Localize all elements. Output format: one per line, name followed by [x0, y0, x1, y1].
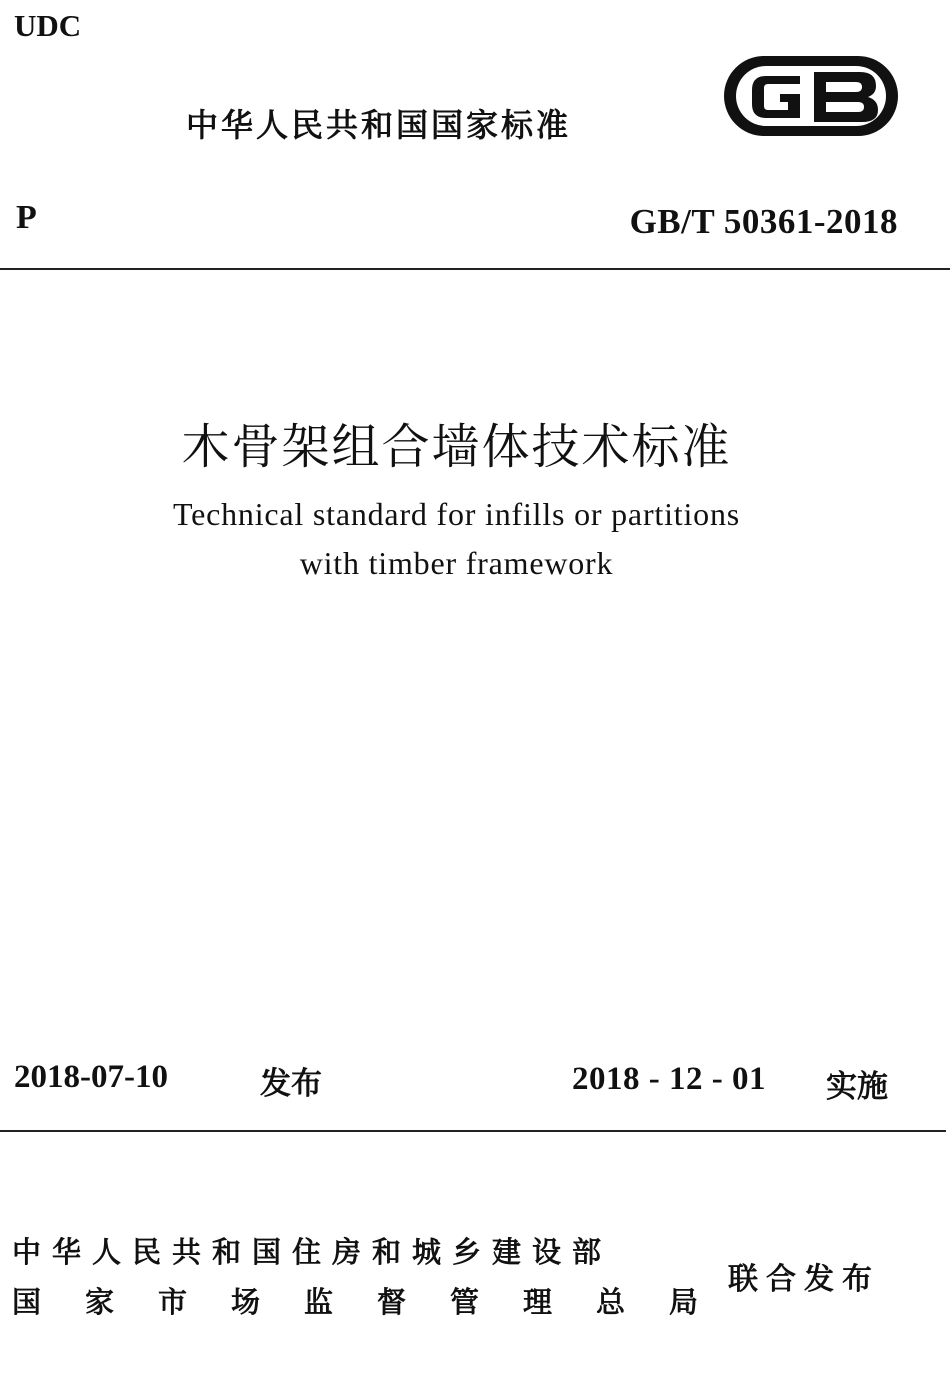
- joint-publish-label: 联合发布: [728, 1262, 880, 1297]
- standard-number: GB/T 50361-2018: [629, 202, 898, 241]
- publisher-line1: 中华人民共和国住房和城乡建设部: [12, 1235, 613, 1269]
- implementation-date: 2018 - 12 - 01: [572, 1061, 766, 1097]
- udc-label: UDC: [14, 8, 82, 43]
- title-english-line2: with timber framework: [299, 545, 614, 581]
- implementation-label: 实施: [826, 1069, 888, 1105]
- classification-code: P: [16, 199, 37, 236]
- publisher-line2: 国家市场监督管理总局: [12, 1285, 743, 1319]
- issue-date: 2018-07-10: [14, 1059, 168, 1095]
- bottom-divider: [0, 1130, 946, 1132]
- national-standard-heading: 中华人民共和国国家标准: [186, 106, 572, 144]
- gb-logo: [722, 50, 900, 142]
- top-divider: [0, 268, 950, 270]
- issue-label: 发布: [260, 1066, 322, 1102]
- title-chinese: 木骨架组合墙体技术标准: [181, 419, 732, 475]
- title-english-line1: Technical standard for infills or partitions: [172, 496, 741, 532]
